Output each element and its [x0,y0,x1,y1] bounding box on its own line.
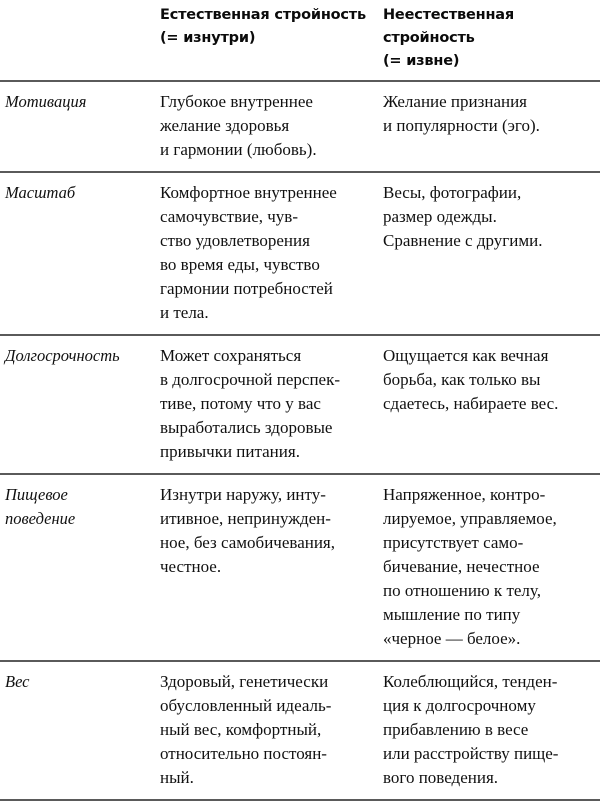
cell-line: ция к долгосрочному [383,696,536,715]
cell-line: ное, без самобичевания, [160,533,336,552]
table-row [0,662,600,799]
row-label [0,181,160,205]
table-header-row [0,0,600,80]
cell-line: Изнутри наружу, инту- [160,485,326,504]
cell-line: Может сохраняться [160,346,302,365]
row-label-line2: поведение [5,509,76,528]
row-label-line1: Пищевое [5,485,68,504]
header-unnatural-line1: Неестественная стройность [383,7,514,46]
cell-line: присутствует само- [383,533,524,552]
cell-line: Сравнение с другими. [383,231,543,250]
cell-line: и популярности (эго). [383,116,540,135]
cell-unnatural [383,670,600,790]
cell-line: желание здоровья [160,116,290,135]
cell-unnatural [383,181,600,253]
cell-line: в долгосрочной перспек- [160,370,341,389]
cell-unnatural [383,344,600,416]
cell-line: Весы, фотографии, [383,183,522,202]
cell-line: обусловленный идеаль- [160,696,332,715]
cell-line: сдаетесь, набираете вес. [383,394,559,413]
cell-line: ство удовлетворения [160,231,310,250]
row-label-line1: Масштаб [5,183,76,202]
cell-line: Колеблющийся, тенден- [383,672,558,691]
cell-line: Глубокое внутреннее [160,92,313,111]
row-label [0,344,160,368]
row-label [0,670,160,694]
header-natural-line1: Естественная стройность [160,7,366,23]
cell-line: привычки питания. [160,442,300,461]
row-label [0,90,160,114]
cell-line: Ощущается как вечная [383,346,549,365]
cell-line: ный вес, комфортный, [160,720,322,739]
cell-natural [160,670,383,790]
cell-line: «черное — белое». [383,629,521,648]
cell-line: во время еды, чувство [160,255,320,274]
table-row [0,475,600,660]
table-row [0,336,600,473]
cell-line: выработались здоровые [160,418,333,437]
table-row [0,173,600,334]
cell-unnatural [383,483,600,651]
row-label [0,483,160,531]
cell-line: Здоровый, генетически [160,672,329,691]
cell-line: мышление по типу [383,605,521,624]
cell-unnatural [383,90,600,138]
cell-line: и гармонии (любовь). [160,140,317,159]
cell-line: итивное, непринужден- [160,509,331,528]
cell-line: или расстройству пище- [383,744,559,763]
cell-line: борьба, как только вы [383,370,541,389]
cell-line: самочувствие, чув- [160,207,298,226]
cell-line: тиве, потому что у вас [160,394,321,413]
row-label-line1: Долгосрочность [5,346,120,365]
cell-line: ный. [160,768,194,787]
cell-line: гармонии потребностей [160,279,333,298]
header-cell-unnatural [383,4,600,73]
cell-line: бичевание, нечестное [383,557,540,576]
cell-line: Желание признания [383,92,528,111]
cell-line: Комфортное внутреннее [160,183,337,202]
cell-line: лируемое, управляемое, [383,509,557,528]
cell-natural [160,90,383,162]
cell-line: относительно постоян- [160,744,327,763]
table-row [0,82,600,171]
cell-line: вого поведения. [383,768,499,787]
cell-line: и тела. [160,303,209,322]
header-cell-natural [160,4,383,50]
cell-line: честное. [160,557,222,576]
cell-line: Напряженное, контро- [383,485,546,504]
cell-natural [160,344,383,464]
cell-natural [160,483,383,579]
cell-line: по отношению к телу, [383,581,541,600]
header-unnatural-line2: (= извне) [383,53,460,69]
header-natural-line2: (= изнутри) [160,30,256,46]
row-label-line1: Мотивация [5,92,87,111]
cell-line: прибавлению в весе [383,720,529,739]
cell-natural [160,181,383,325]
row-label-line1: Вес [5,672,30,691]
cell-line: размер одежды. [383,207,497,226]
